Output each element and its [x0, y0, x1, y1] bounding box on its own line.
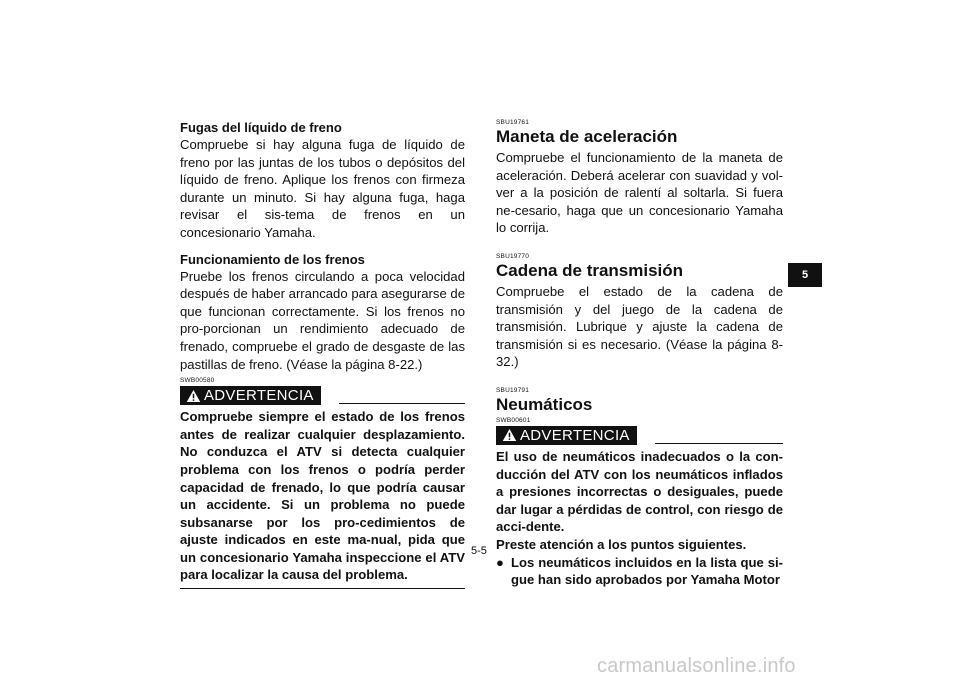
tires-warning-text: El uso de neumáticos inadecuados o la con-ducción del ATV con los neumáticos inflados a presiones incorrectas o desiguales, puede dar lugar a pérdidas de control, con riesgo de acci-dente. — [496, 448, 783, 535]
tires-warning-code: SWB00601 — [496, 416, 531, 424]
right-column — [496, 119, 783, 589]
chapter-tab: 5 — [788, 263, 822, 287]
attention-text: Preste atención a los puntos siguientes. — [496, 536, 747, 552]
tires-code: SBU19791 — [496, 386, 530, 394]
warning-text: Compruebe siempre el estado de los frenos antes de realizar cualquier desplazamiento. No conduzca el ATV si detecta cualquier problema con los frenos o podría perder capacidad de frenado, lo que podría causar un accidente. Si un problema no puede subsanarse por los pro-cedimientos de ajuste indicados en este ma-nual, pida que un concesionario Yamaha inspeccione el ATV para localizar la causa del problema. — [180, 409, 465, 583]
warning-rule — [339, 403, 465, 404]
watermark: carmanualsonline.info — [597, 655, 796, 677]
bullet-icon: ● — [496, 554, 504, 570]
warning-triangle-icon — [502, 428, 517, 442]
warning-end-rule — [180, 588, 465, 589]
warning-triangle-icon — [186, 389, 201, 403]
page-number: 5-5 — [471, 545, 487, 557]
tires-warning-rule — [655, 443, 783, 444]
list-item — [496, 554, 783, 589]
brake-operation-paragraph: Pruebe los frenos circulando a poca velocidad después de haber arrancado para asegurarse de que funcionan correctamente. Si los frenos no pro-porcionan un rendimiento adecuado de frenado, compruebe el grado de desgaste de las pastillas de freno. (Véase la página 8-22.) — [180, 268, 465, 372]
tires-warning-header — [496, 426, 783, 445]
throttle-title: Maneta de aceleración — [496, 127, 678, 146]
warning-label: ADVERTENCIA — [204, 387, 314, 405]
chain-code: SBU19770 — [496, 252, 530, 260]
throttle-paragraph: Compruebe el funcionamiento de la maneta de aceleración. Deberá acelerar con suavidad y vol-ver a la posición de ralentí al soltarla. Si fuera ne-cesario, haga que un concesionario Yamaha lo corrija. — [496, 150, 783, 236]
tires-title: Neumáticos — [496, 394, 593, 414]
chain-paragraph: Compruebe el estado de la cadena de transmisión y del juego de la cadena de transmisión. Lubrique y ajuste la cadena de transmisión si es necesario. (Véase la página 8-32.) — [496, 283, 783, 370]
warning-badge — [180, 386, 321, 405]
warning-code: SWB00580 — [180, 377, 215, 385]
chain-title: Cadena de transmisión — [496, 260, 684, 280]
tires-warning-badge — [496, 426, 637, 445]
warning-header — [180, 386, 465, 405]
brake-leak-heading: Fugas del líquido de freno — [180, 120, 342, 135]
brake-operation-heading: Funcionamiento de los frenos — [180, 251, 365, 267]
throttle-code: SBU19761 — [496, 119, 530, 126]
left-column — [180, 119, 465, 589]
brake-leak-paragraph: Compruebe si hay alguna fuga de líquido de freno por las juntas de los tubos o depósitos del líquido de freno. Aplique los frenos con firmeza durante un minuto. Si hay alguna fuga, haga revisar el sis-tema de frenos en un concesionario Yamaha. — [180, 137, 465, 240]
bullet-text: Los neumáticos incluidos en la lista que si-gue han sido aprobados por Yamaha Motor — [511, 554, 783, 588]
tires-warning-label: ADVERTENCIA — [520, 426, 630, 444]
